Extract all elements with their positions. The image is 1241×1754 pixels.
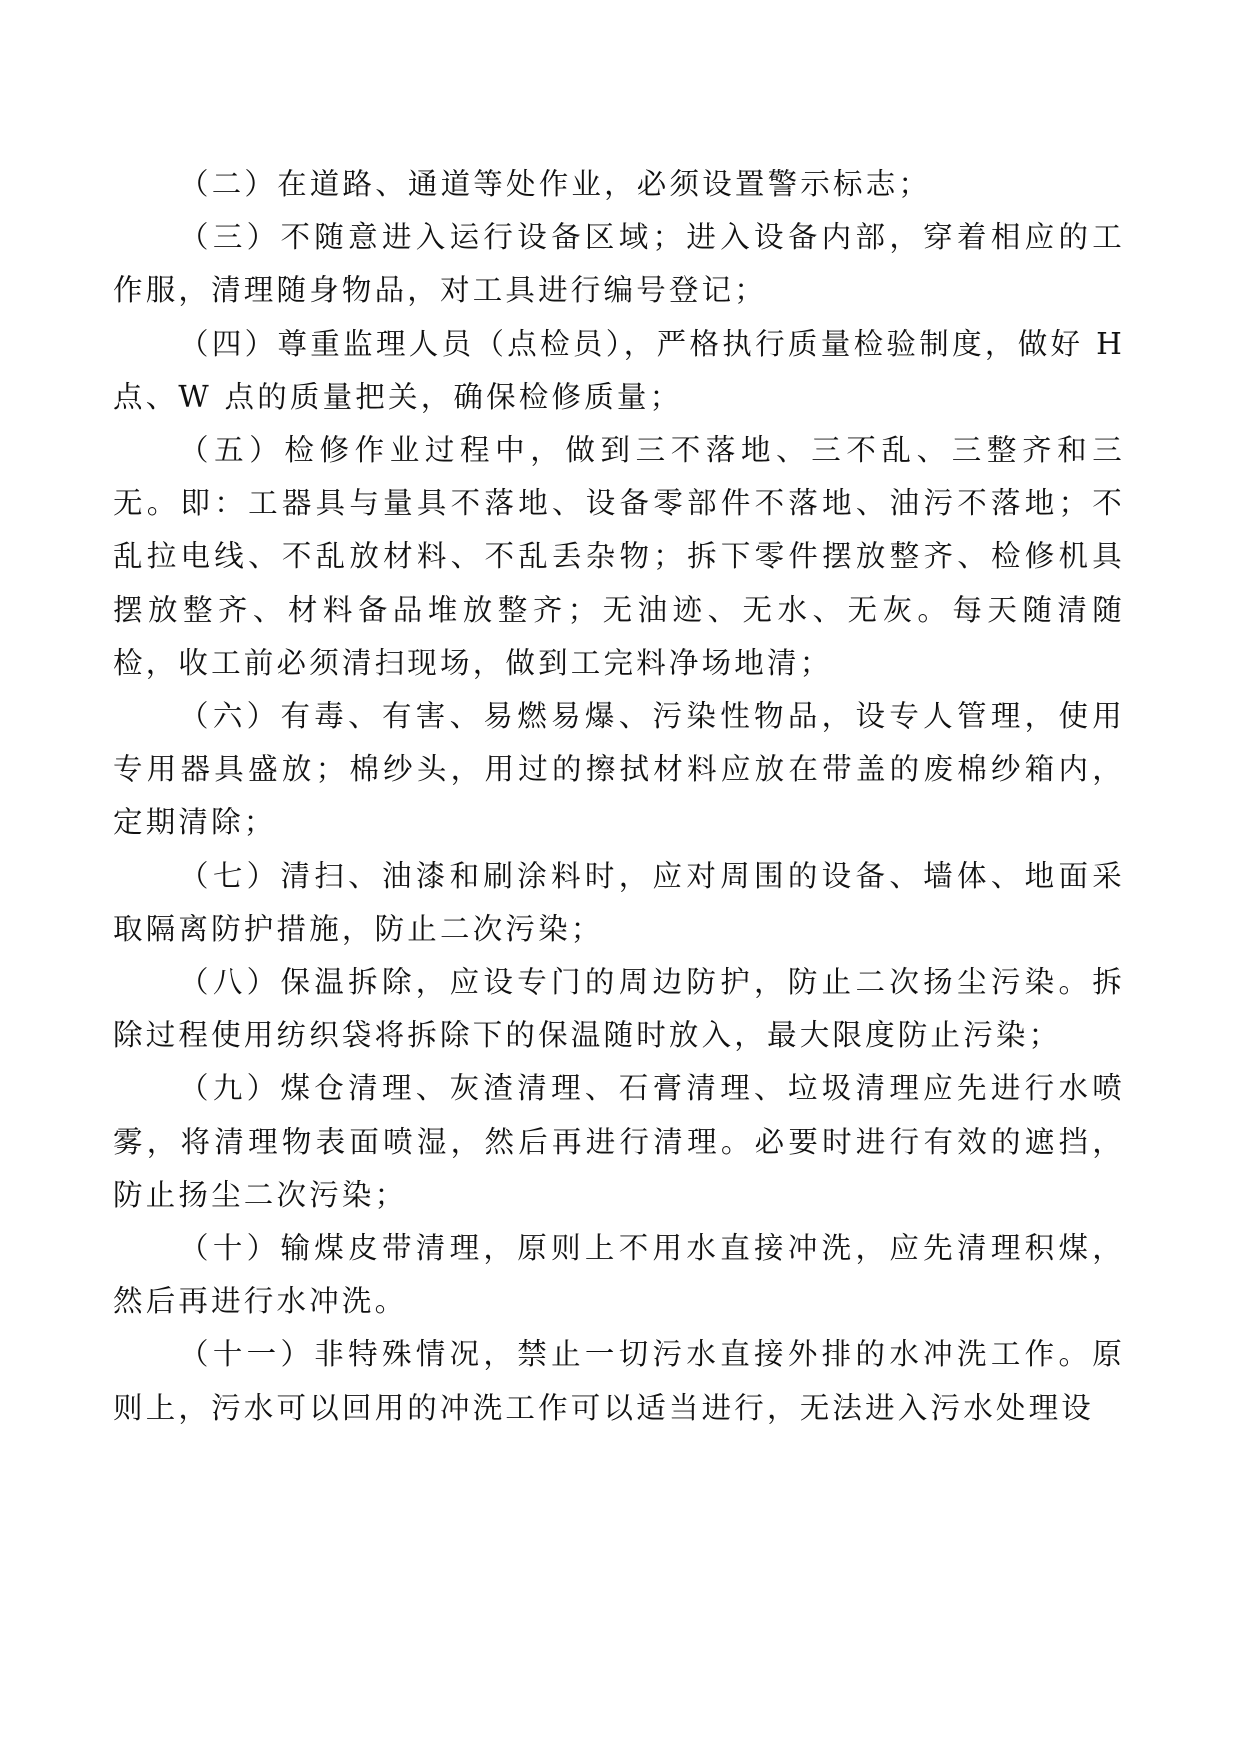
paragraph-3: （三）不随意进入运行设备区域；进入设备内部，穿着相应的工作服，清理随身物品，对工具进行编号登记；: [113, 220, 1125, 308]
paragraph-8: （八）保温拆除，应设专门的周边防护，防止二次扬尘污染。拆除过程使用纺织袋将拆除下的保温随时放入，最大限度防止污染；: [113, 965, 1125, 1053]
paragraph-11: （十一）非特殊情况，禁止一切污水直接外排的水冲洗工作。原则上，污水可以回用的冲洗工作可以适当进行，无法进入污水处理设: [113, 1337, 1125, 1425]
paragraph-10: （十）输煤皮带清理，原则上不用水直接冲洗，应先清理积煤，然后再进行水冲洗。: [113, 1231, 1125, 1319]
paragraph-7: （七）清扫、油漆和刷涂料时，应对周围的设备、墙体、地面采取隔离防护措施，防止二次污染；: [113, 858, 1125, 946]
paragraph-5: （五）检修作业过程中，做到三不落地、三不乱、三整齐和三无。即：工器具与量具不落地、设备零部件不落地、油污不落地；不乱拉电线、不乱放材料、不乱丢杂物；拆下零件摆放整齐、检修机具摆放整齐、材料备品堆放整齐；无油迹、无水、无灰。每天随清随检，收工前必须清扫现场，做到工完料净场地清；: [113, 433, 1125, 680]
paragraph-2: （二）在道路、通道等处作业，必须设置警示标志；: [179, 167, 932, 201]
document-body: [113, 158, 1125, 1435]
paragraph-9: （九）煤仓清理、灰渣清理、石膏清理、垃圾清理应先进行水喷雾，将清理物表面喷湿，然后再进行清理。必要时进行有效的遮挡，防止扬尘二次污染；: [113, 1071, 1125, 1212]
paragraph-4: （四）尊重监理人员（点检员），严格执行质量检验制度，做好 H 点、W 点的质量把关，确保检修质量；: [113, 326, 1125, 414]
paragraph-6: （六）有毒、有害、易燃易爆、污染性物品，设专人管理，使用专用器具盛放；棉纱头，用过的擦拭材料应放在带盖的废棉纱箱内，定期清除；: [113, 699, 1125, 840]
